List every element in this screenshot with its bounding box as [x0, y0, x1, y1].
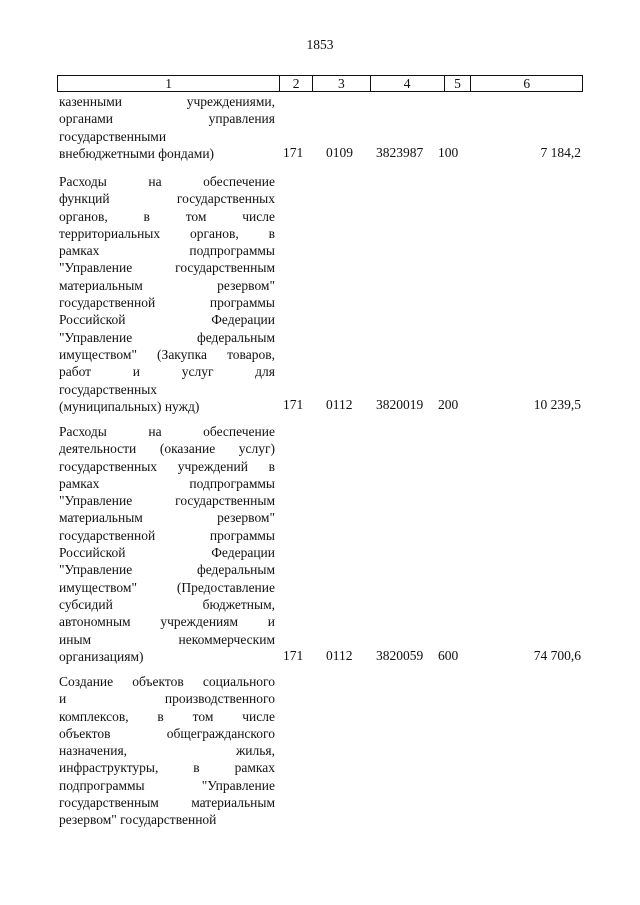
cell-ved: 171	[283, 397, 304, 412]
description-line: объектов общегражданского	[59, 725, 275, 741]
description-line: государственным материальным	[59, 795, 275, 811]
cell-amount: 74 700,6	[533, 648, 581, 663]
description-line: казенными учреждениями,	[59, 94, 275, 109]
header-col-1: 1	[58, 76, 280, 91]
cell-amount: 7 184,2	[540, 145, 581, 160]
description-line: материальным резервом"	[59, 510, 275, 526]
description-line: субсидий бюджетным,	[59, 596, 275, 612]
description-line: иным некоммерческим	[59, 631, 275, 647]
description-line: внебюджетными фондами)	[59, 145, 215, 161]
cell-section: 0109	[326, 145, 353, 160]
description-line: организациям)	[59, 648, 144, 664]
cell-expense-type: 200	[438, 397, 459, 412]
description-line: государственными	[59, 128, 167, 144]
description-line: деятельности (оказание услуг)	[59, 441, 275, 457]
description-line: функций государственных	[59, 191, 275, 207]
row-description	[59, 673, 275, 829]
cell-ved: 171	[283, 145, 304, 160]
description-line: имуществом" (Предоставление	[59, 579, 275, 595]
description-line: государственных	[59, 381, 158, 397]
description-line: подпрограммы "Управление	[59, 777, 275, 793]
description-line: Российской Федерации	[59, 545, 275, 561]
description-line: государственной программы	[59, 527, 275, 543]
cell-amount: 10 239,5	[533, 397, 581, 412]
description-line: (муниципальных) нужд)	[59, 398, 200, 414]
description-line: Расходы на обеспечение	[59, 424, 275, 439]
cell-target-article: 3823987	[376, 145, 424, 160]
header-col-6: 6	[523, 76, 531, 91]
description-line: "Управление государственным	[59, 260, 275, 276]
description-line: "Управление государственным	[59, 493, 275, 509]
row-description	[59, 173, 275, 415]
description-line: автономным учреждениям и	[59, 614, 275, 630]
description-line: назначения, жилья,	[59, 743, 275, 759]
cell-expense-type: 600	[438, 648, 459, 663]
cell-target-article: 3820019	[376, 397, 424, 412]
description-line: имуществом" (Закупка товаров,	[59, 346, 275, 362]
header-col-5: 5	[445, 76, 472, 91]
header-col-3: 3	[313, 76, 371, 91]
header-col-4: 4	[371, 76, 445, 91]
description-line: рамках подпрограммы	[59, 475, 275, 491]
header-col-2: 2	[280, 76, 313, 91]
description-line: "Управление федеральным	[59, 329, 275, 345]
cell-section: 0112	[326, 397, 353, 412]
cell-section: 0112	[326, 648, 353, 663]
page-number: 1853	[306, 37, 334, 52]
description-line: государственных учреждений в	[59, 458, 275, 474]
cell-expense-type: 100	[438, 145, 459, 160]
cell-target-article: 3820059	[376, 648, 424, 663]
description-line: работ и услуг для	[59, 364, 275, 380]
description-line: "Управление федеральным	[59, 562, 275, 578]
description-line: материальным резервом"	[59, 277, 275, 293]
description-line: инфраструктуры, в рамках	[59, 760, 275, 776]
description-line: комплексов, в том числе	[59, 708, 275, 724]
row-description	[59, 423, 275, 665]
description-line: Создание объектов социального	[59, 674, 275, 689]
description-line: территориальных органов, в	[59, 225, 275, 241]
description-line: государственной программы	[59, 295, 275, 311]
description-line: Расходы на обеспечение	[59, 174, 275, 189]
cell-ved: 171	[283, 648, 304, 663]
description-line: органов, в том числе	[59, 208, 275, 224]
description-line: и производственного	[59, 691, 275, 707]
table-header-row	[57, 75, 583, 92]
description-line: органами управления	[59, 111, 275, 127]
description-line: рамках подпрограммы	[59, 243, 275, 259]
description-line: Российской Федерации	[59, 312, 275, 328]
row-description	[59, 93, 275, 162]
description-line: резервом" государственной	[59, 812, 217, 828]
